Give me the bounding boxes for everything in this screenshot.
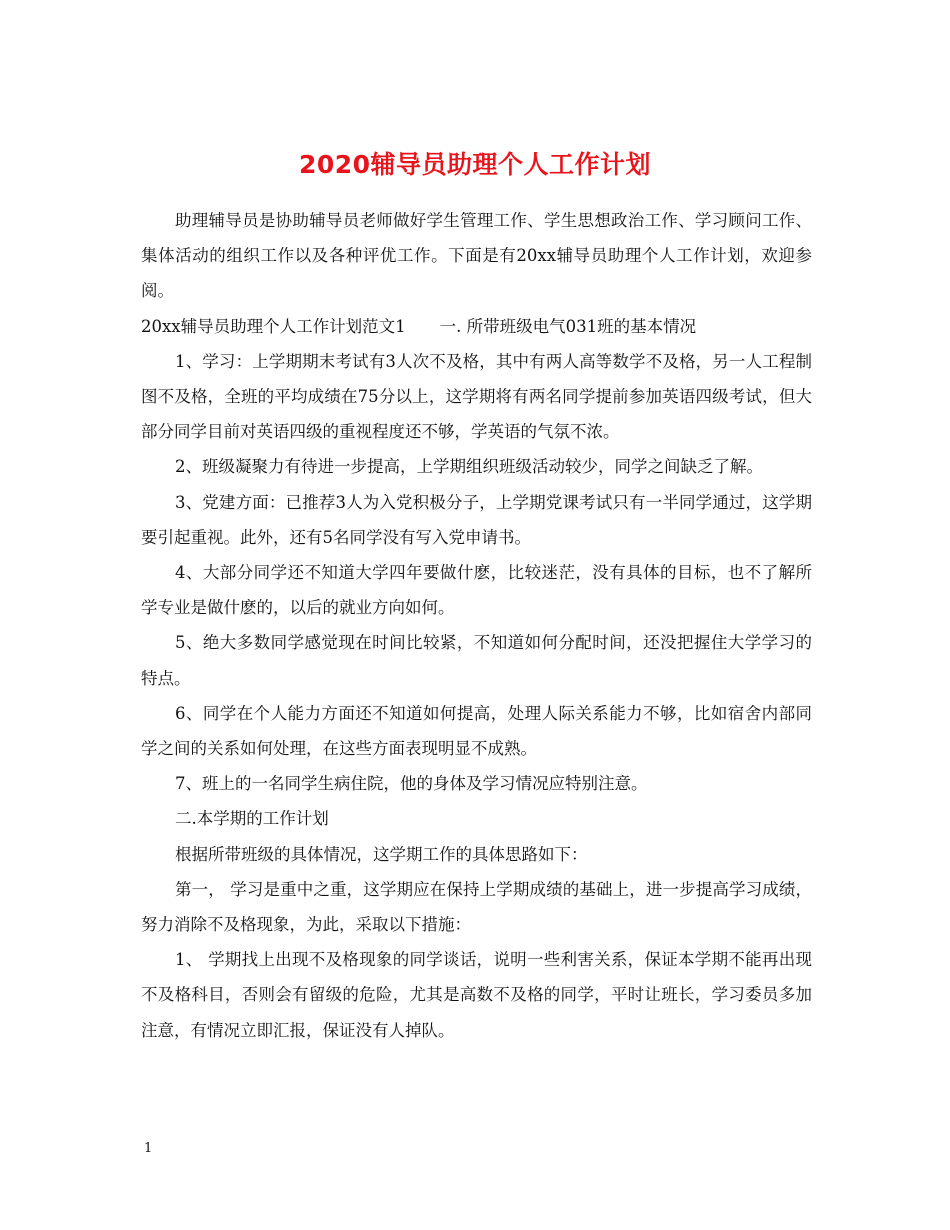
paragraph-health: 7、班上的一名同学生病住院，他的身体及学习情况应特别注意。 — [175, 774, 648, 794]
paragraph-measure-one: 1、 学期找上出现不及格现象的同学谈话，说明一些利害关系，保证本学期不能再出现不及格科目，否则会有留级的危险，尤其是高数不及格的同学，平时让班长，学习委员多加注意，有情况立即汇报，保证没有人掉队。 — [141, 950, 812, 1040]
section-one-heading: 一. 所带班级电气031班的基本情况 — [439, 316, 697, 336]
paragraph-plan-intro: 根据所带班级的具体情况，这学期工作的具体思路如下： — [175, 844, 588, 864]
section-two-heading: 二.本学期的工作计划 — [175, 809, 329, 829]
page-number: 1 — [144, 1141, 153, 1156]
paragraph-ability: 6、同学在个人能力方面还不知道如何提高，处理人际关系能力不够，比如宿舍内部同学之间的关系如何处理，在这些方面表现明显不成熟。 — [141, 703, 812, 759]
sample-heading-title: 20xx辅导员助理个人工作计划范文1 — [141, 316, 406, 336]
paragraph-study: 1、学习：上学期期末考试有3人次不及格，其中有两人高等数学不及格，另一人工程制图不及格，全班的平均成绩在75分以上，这学期将有两名同学提前参加英语四级考试，但大部分同学目前对英语四级的重视程度还不够，学英语的气氛不浓。 — [141, 351, 812, 442]
sample-heading-line — [141, 309, 812, 344]
paragraph-cohesion: 2、班级凝聚力有待进一步提高，上学期组织班级活动较少，同学之间缺乏了解。 — [175, 457, 763, 477]
paragraph-party-building: 3、党建方面：已推荐3人为入党积极分子，上学期党课考试只有一半同学通过，这学期要引起重视。此外，还有5名同学没有写入党申请书。 — [141, 492, 812, 547]
paragraph-time: 5、绝大多数同学感觉现在时间比较紧，不知道如何分配时间，还没把握住大学学习的特点。 — [141, 633, 812, 688]
intro-paragraph: 助理辅导员是协助辅导员老师做好学生管理工作、学生思想政治工作、学习顾问工作、集体活动的组织工作以及各种评优工作。下面是有20xx辅导员助理个人工作计划，欢迎参阅。 — [141, 211, 812, 301]
paragraph-first-priority: 第一， 学习是重中之重，这学期应在保持上学期成绩的基础上，进一步提高学习成绩，努力消除不及格现象，为此，采取以下措施： — [141, 879, 812, 935]
document-title: 2020辅导员助理个人工作计划 — [298, 149, 652, 179]
document-body — [141, 203, 812, 1048]
paragraph-goals: 4、大部分同学还不知道大学四年要做什麽，比较迷茫，没有具体的目标，也不了解所学专业是做什麽的，以后的就业方向如何。 — [141, 563, 812, 618]
